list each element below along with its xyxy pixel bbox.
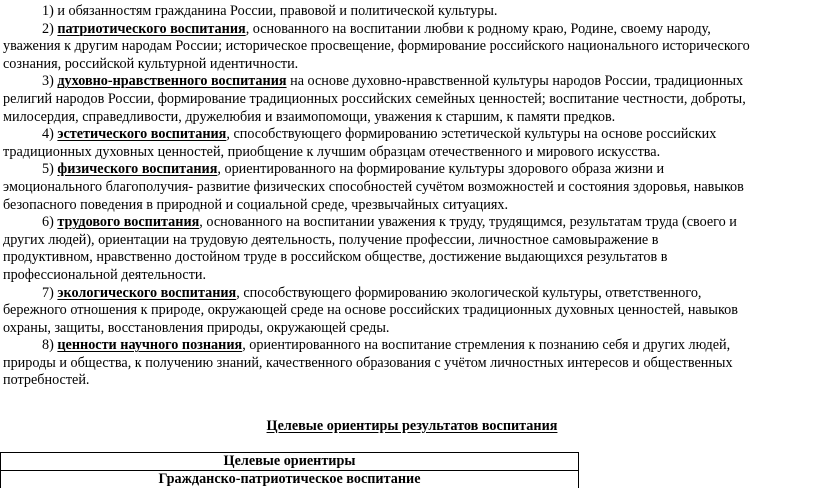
line-text: сознания, российской культурной идентичности. <box>3 55 299 72</box>
line-text: религий народов России, формирование традиционных российских семейных ценностей; воспитание честности, доброты, <box>3 90 746 107</box>
paragraph-line <box>3 302 816 320</box>
direction-term: трудового воспитания <box>57 214 200 231</box>
item-number: 2) <box>42 20 58 37</box>
paragraph-line <box>3 179 816 197</box>
line-text: других людей), ориентации на трудовую деятельность, получение профессии, личностное самовыражение в <box>3 231 659 248</box>
line-text: эмоционального благополучия- развитие физических способностей сучётом возможностей и состояния здоровья, навыков <box>3 178 744 195</box>
direction-term: патриотического воспитания <box>57 20 246 37</box>
line-text: безопасного поведения в природной и социальной среде, чрезвычайных ситуациях. <box>3 196 509 213</box>
line-text: , основанного на воспитании уважения к труду, трудящимся, результатам труда (своего и <box>199 214 737 231</box>
line-text: , способствующего формированию эстетической культуры на основе российских <box>226 126 717 143</box>
line-text: , способствующего формированию экологической культуры, ответственного, <box>236 284 702 301</box>
paragraph-line <box>3 232 816 250</box>
paragraph-item <box>3 285 816 338</box>
line-text: природы и общества, к получению знаний, качественного образования с учётом личностных интересов и общественных <box>3 354 733 371</box>
paragraph-line <box>3 320 816 338</box>
table-header-cell: Целевые ориентиры <box>1 453 579 471</box>
paragraph-item <box>3 214 816 284</box>
paragraph-item <box>3 161 816 214</box>
section-heading <box>0 418 816 435</box>
paragraph-line <box>3 285 816 303</box>
item-number: 6) <box>42 214 58 231</box>
line-text: бережного отношения к природе, окружающей среде на основе российских традиционных духовных ценностей, навыков <box>3 302 738 319</box>
direction-term: экологического воспитания <box>57 284 237 301</box>
paragraph-line <box>3 73 816 91</box>
line-text: милосердия, справедливости, дружелюбия и взаимопомощи, уважения к старшим, к памяти предков. <box>3 108 616 125</box>
targets-table <box>0 452 579 488</box>
section-heading-text: Целевые ориентиры результатов воспитания <box>266 418 558 434</box>
paragraph-line <box>3 337 816 355</box>
line-text: на основе духовно-нравственной культуры народов России, традиционных <box>286 73 744 90</box>
paragraph-line <box>3 126 816 144</box>
direction-term: ценности научного познания <box>57 337 243 354</box>
line-text: , ориентированного на формирование культуры здорового образа жизни и <box>217 161 665 178</box>
paragraph-line <box>3 355 816 373</box>
paragraph-line <box>3 21 816 39</box>
education-directions-text <box>3 3 816 390</box>
direction-term: эстетического воспитания <box>57 126 227 143</box>
item-number: 5) <box>42 161 58 178</box>
paragraph-line <box>3 91 816 109</box>
line-text: профессиональной деятельности. <box>3 266 207 283</box>
item-number: 3) <box>42 73 58 90</box>
paragraph-line <box>3 372 816 390</box>
direction-term: духовно-нравственного воспитания <box>57 73 287 90</box>
paragraph-line <box>3 144 816 162</box>
line-text: , ориентированного на воспитание стремления к познанию себя и других людей, <box>242 337 731 354</box>
paragraph-item <box>3 3 816 21</box>
paragraph-line <box>3 267 816 285</box>
paragraph-line <box>3 56 816 74</box>
direction-term: физического воспитания <box>57 161 218 178</box>
item-number: 8) <box>42 337 58 354</box>
paragraph-item <box>3 126 816 161</box>
line-text: традиционных духовных ценностей, приобщение к лучшим образцам отечественного и мирового искусства. <box>3 143 661 160</box>
paragraph-item <box>3 73 816 126</box>
item-number: 4) <box>42 126 58 143</box>
paragraph-line <box>3 249 816 267</box>
paragraph-line <box>3 109 816 127</box>
paragraph-item <box>3 337 816 390</box>
table-row <box>1 471 579 488</box>
paragraph-item <box>3 21 816 74</box>
table-header-row <box>1 453 579 471</box>
paragraph-line <box>3 197 816 215</box>
item-number: 7) <box>42 284 58 301</box>
line-text: охраны, защиты, восстановления природы, окружающей среды. <box>3 319 390 336</box>
line-text: 1) и обязанностям гражданина России, правовой и политической культуры. <box>42 3 498 19</box>
line-text: продуктивном, нравственно достойном труде в российском обществе, достижение выдающихся результатов в <box>3 249 668 266</box>
paragraph-line <box>3 161 816 179</box>
paragraph-line <box>3 38 816 56</box>
paragraph-line <box>3 214 816 232</box>
line-text: , основанного на воспитании любви к родному краю, Родине, своему народу, <box>245 20 711 37</box>
paragraph-line <box>3 3 816 21</box>
line-text: уважения к другим народам России; историческое просвещение, формирование российского национального исторического <box>3 38 750 55</box>
line-text: потребностей. <box>3 372 90 389</box>
table-cell-civic-patriotic: Гражданско-патриотическое воспитание <box>1 471 579 488</box>
